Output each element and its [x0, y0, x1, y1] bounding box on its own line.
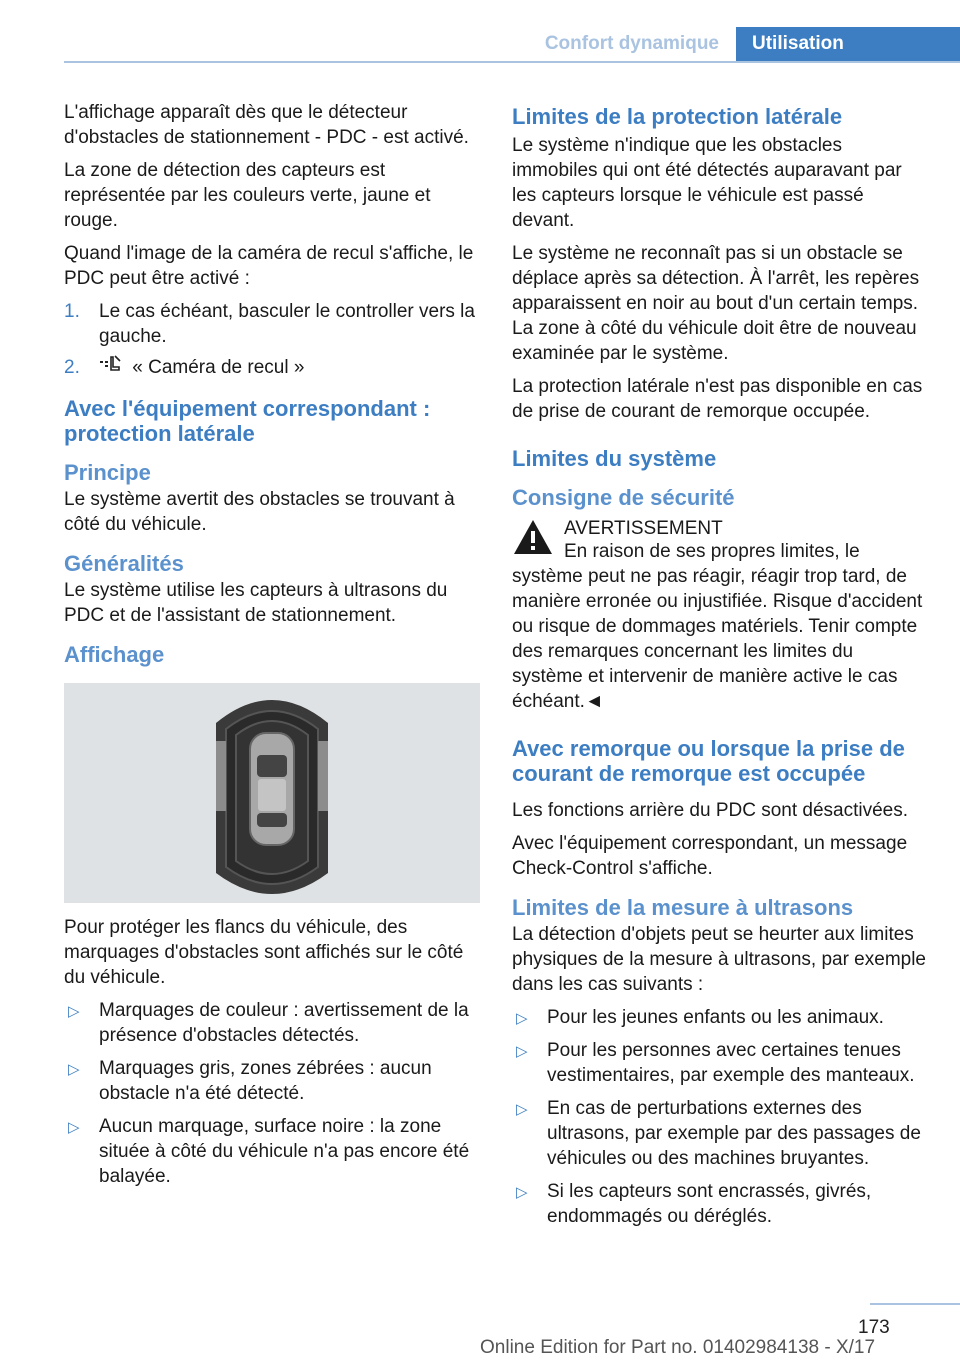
rear-camera-icon	[99, 355, 121, 382]
heading-principe: Principe	[64, 460, 151, 485]
warning-block	[512, 516, 928, 541]
list-item: ▷ Pour les personnes avec certaines tenues vestimentaires, par exemple des manteaux.	[516, 1040, 915, 1086]
paragraph-limites-3: La protection latérale n'est pas disponible en cas de prise de courant de remorque occupée.	[512, 376, 923, 422]
triangle-bullet-icon: ▷	[68, 1061, 80, 1078]
paragraph-camera: Quand l'image de la caméra de recul s'affiche, le PDC peut être activé :	[64, 243, 474, 289]
header-rule	[64, 61, 960, 63]
step-item	[64, 299, 480, 349]
paragraph-pdc-display: L'affichage apparaît dès que le détecteur d'obstacles de stationnement - PDC - est activé.	[64, 102, 469, 148]
heading-limites-protection: Limites de la protection latérale	[512, 104, 843, 129]
step-number: 1.	[64, 301, 80, 322]
header-chapter-tab: Utilisation	[736, 27, 960, 62]
triangle-bullet-icon: ▷	[68, 1119, 80, 1136]
list-item: ▷ En cas de perturbations externes des ultrasons, par exemple par des passages de véhicules ou des machines bruyantes.	[516, 1098, 921, 1169]
warning-text: En raison de ses propres limites, le système peut ne pas réagir, réagir trop tard, de manière erronée ou injustifiée. Risque d'accident ou risque de dommages matériels. Tenir compte des remarques concernant les limites du système et intervenir de manière active le cas échéant.◄	[512, 541, 923, 712]
step-number: 2.	[64, 357, 80, 378]
footer-rule	[870, 1303, 960, 1305]
heading-remorque: Avec remorque ou lorsque la prise de courant de remorque est occupée	[512, 736, 905, 786]
heading-mesure-ultrasons: Limites de la mesure à ultrasons	[512, 895, 854, 920]
heading-generalites: Généralités	[64, 551, 184, 576]
left-column	[64, 100, 480, 1197]
paragraph-mesure: La détection d'objets peut se heurter aux limites physiques de la mesure à ultrasons, par exemple dans les cas suivants :	[512, 924, 927, 995]
paragraph-detection-zone: La zone de détection des capteurs est représentée par les couleurs verte, jaune et rouge.	[64, 160, 431, 231]
edition-footer: Online Edition for Part no. 01402984138 - X/17	[480, 1337, 876, 1358]
marking-list	[64, 998, 480, 1189]
side-protection-figure	[64, 683, 480, 903]
paragraph-remorque-2: Avec l'équipement correspondant, un message Check-Control s'affiche.	[512, 833, 908, 879]
steps-list	[64, 299, 480, 382]
warning-triangle-icon	[512, 518, 554, 561]
header-section-tab: Confort dynamique	[544, 33, 719, 54]
triangle-bullet-icon: ▷	[516, 1101, 528, 1118]
list-item: ▷ Marquages de couleur : avertissement de la présence d'obstacles détectés.	[68, 1000, 469, 1046]
list-item: ▷ Pour les jeunes enfants ou les animaux.	[512, 1005, 928, 1030]
right-column	[512, 100, 928, 1237]
heading-consigne: Consigne de sécurité	[512, 485, 735, 510]
car-sensor-illustration	[64, 683, 480, 903]
triangle-bullet-icon: ▷	[516, 1010, 528, 1027]
list-item: ▷ Aucun marquage, surface noire : la zone située à côté du véhicule n'a pas encore été balayée.	[68, 1116, 470, 1187]
paragraph-after-figure: Pour protéger les flancs du véhicule, des marquages d'obstacles sont affichés sur le côté du véhicule.	[64, 917, 464, 988]
paragraph-generalites: Le système utilise les capteurs à ultrasons du PDC et de l'assistant de stationnement.	[64, 580, 448, 626]
ultrasonic-limits-list	[512, 1005, 928, 1229]
warning-title: AVERTISSEMENT	[564, 518, 723, 539]
page-number: 173	[858, 1317, 890, 1338]
triangle-bullet-icon: ▷	[516, 1184, 528, 1201]
triangle-bullet-icon: ▷	[68, 1003, 80, 1020]
list-item: ▷ Si les capteurs sont encrassés, givrés, endommagés ou déréglés.	[516, 1181, 872, 1227]
triangle-bullet-icon: ▷	[516, 1043, 528, 1060]
step-text: Le cas échéant, basculer le controller vers la gauche.	[99, 301, 475, 347]
heading-limites-systeme: Limites du système	[512, 446, 717, 471]
step-text: « Caméra de recul »	[132, 357, 305, 378]
step-item	[64, 355, 480, 382]
heading-equipment: Avec l'équipement correspondant : protection latérale	[64, 396, 431, 446]
paragraph-limites-2: Le système ne reconnaît pas si un obstacle se déplace après sa détection. À l'arrêt, les repères apparaissent en noir au bout d'un certain temps. La zone à côté du véhicule doit être de nouveau examinée par le système.	[512, 243, 920, 364]
list-item: ▷ Marquages gris, zones zébrées : aucun obstacle n'a été détecté.	[68, 1058, 432, 1104]
paragraph-principe: Le système avertit des obstacles se trouvant à côté du véhicule.	[64, 489, 455, 535]
heading-affichage: Affichage	[64, 642, 165, 667]
paragraph-limites-1: Le système n'indique que les obstacles immobiles qui ont été détectés auparavant par les capteurs lorsque le véhicule est passé devant.	[512, 135, 902, 231]
paragraph-remorque-1: Les fonctions arrière du PDC sont désactivées.	[512, 800, 909, 821]
